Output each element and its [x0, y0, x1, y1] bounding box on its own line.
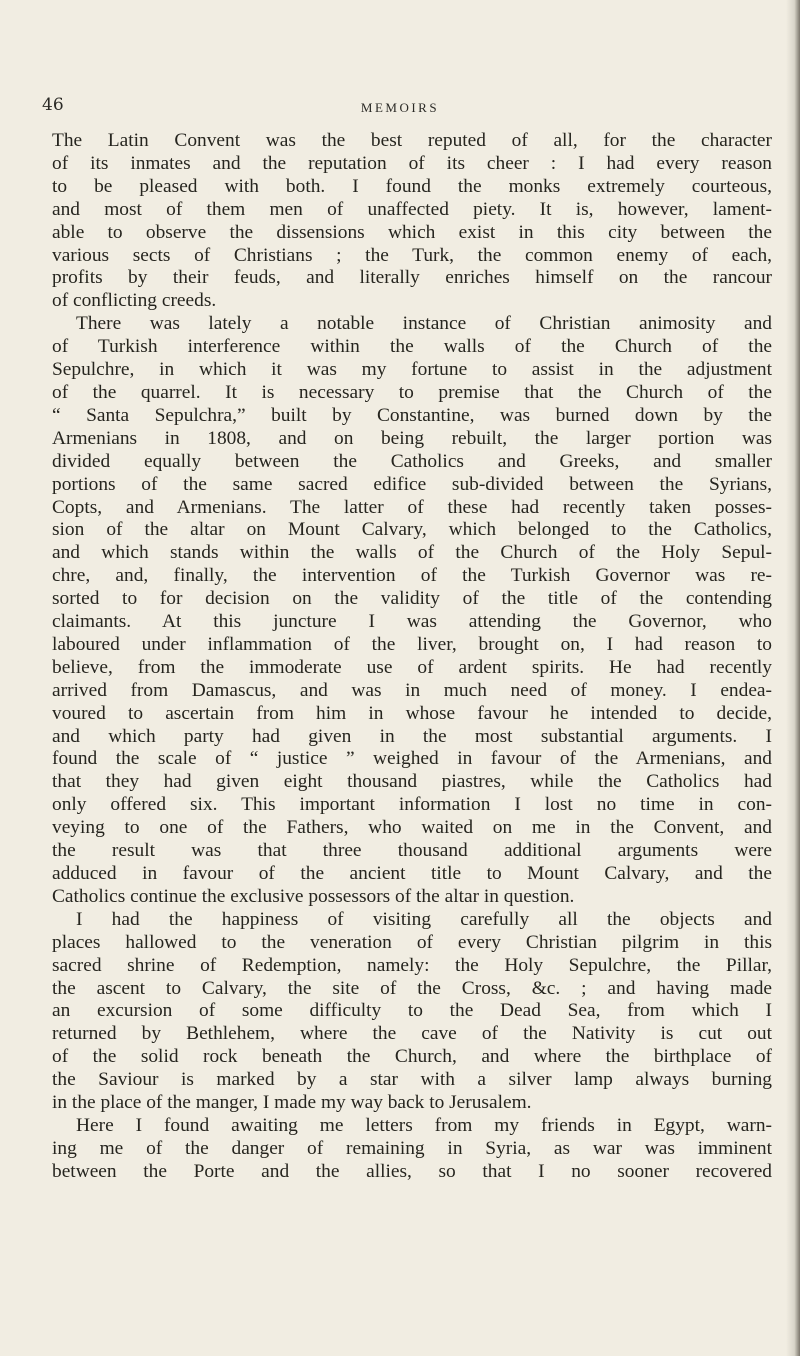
text-line: returned by Bethlehem, where the cave of the Nativity is cut out — [52, 1023, 772, 1045]
text-line: sorted to for decision on the validity of the title of the contending — [52, 588, 772, 610]
text-line: places hallowed to the veneration of every Christian pilgrim in this — [52, 931, 772, 953]
text-line: believe, from the immoderate use of ardent spirits. He had recently — [52, 656, 772, 678]
text-line: able to observe the dissensions which exist in this city between the — [52, 221, 772, 243]
page-number: 46 — [42, 95, 64, 115]
text-line: Armenians in 1808, and on being rebuilt, the larger portion was — [52, 427, 772, 449]
text-line: The Latin Convent was the best reputed of all, for the character — [52, 130, 772, 151]
text-line: and which party had given in the most substantial arguments. I — [52, 725, 772, 747]
text-line: There was lately a notable instance of Christian animosity and — [76, 313, 772, 335]
text-line: of the solid rock beneath the Church, and where the birthplace of — [52, 1046, 772, 1068]
text-line: and most of them men of unaffected piety. It is, however, lament- — [52, 198, 772, 220]
text-line: of Turkish interference within the walls of the Church of the — [52, 336, 772, 358]
text-line: laboured under inflammation of the liver, brought on, I had reason to — [52, 633, 772, 655]
text-line: Sepulchre, in which it was my fortune to assist in the adjustment — [52, 359, 772, 381]
text-line: of the quarrel. It is necessary to premise that the Church of the — [52, 381, 772, 403]
text-line: various sects of Christians ; the Turk, the common enemy of each, — [52, 244, 772, 266]
page-edge-shadow — [786, 0, 800, 1356]
text-line: in the place of the manger, I made my way back to Jerusalem. — [52, 1092, 532, 1114]
text-line: divided equally between the Catholics and Greeks, and smaller — [52, 450, 772, 472]
text-line: profits by their feuds, and literally enriches himself on the rancour — [52, 267, 772, 289]
body-text — [52, 130, 772, 1184]
text-line: an excursion of some difficulty to the Dead Sea, from which I — [52, 1000, 772, 1022]
text-line: and which stands within the walls of the Church of the Holy Sepul- — [52, 542, 772, 564]
text-line: claimants. At this juncture I was attending the Governor, who — [52, 611, 772, 633]
text-line: that they had given eight thousand piastres, while the Catholics had — [52, 771, 772, 793]
text-line: the Saviour is marked by a star with a silver lamp always burning — [52, 1069, 772, 1091]
text-line: arrived from Damascus, and was in much need of money. I endea- — [52, 679, 772, 701]
text-line: Here I found awaiting me letters from my friends in Egypt, warn- — [76, 1114, 772, 1136]
text-line: adduced in favour of the ancient title to Mount Calvary, and the — [52, 863, 772, 884]
text-line: chre, and, finally, the intervention of the Turkish Governor was re- — [52, 565, 772, 587]
text-line: between the Porte and the allies, so that I no sooner recovered — [52, 1160, 772, 1182]
text-line: veying to one of the Fathers, who waited on me in the Convent, and — [52, 817, 772, 839]
text-line: to be pleased with both. I found the monks extremely courteous, — [52, 175, 772, 197]
text-line: sion of the altar on Mount Calvary, which belonged to the Catholics, — [52, 519, 772, 541]
text-line: sacred shrine of Redemption, namely: the Holy Sepulchre, the Pillar, — [52, 954, 772, 976]
text-line: “ Santa Sepulchra,” built by Constantine, was burned down by the — [52, 404, 772, 426]
text-line: portions of the same sacred edifice sub-divided between the Syrians, — [52, 473, 772, 495]
text-line: only offered six. This important information I lost no time in con- — [52, 794, 772, 816]
text-line: of conflicting creeds. — [52, 290, 217, 312]
text-line: I had the happiness of visiting carefully all the objects and — [76, 908, 772, 930]
text-line: the ascent to Calvary, the site of the Cross, &c. ; and having made — [52, 977, 772, 999]
text-line: ing me of the danger of remaining in Syria, as war was imminent — [52, 1137, 772, 1159]
running-title: MEMOIRS — [360, 100, 440, 115]
text-line: of its inmates and the reputation of its cheer : I had every reason — [52, 152, 772, 174]
text-line: found the scale of “ justice ” weighed in favour of the Armenians, and — [52, 748, 772, 770]
text-line: Copts, and Armenians. The latter of these had recently taken posses- — [52, 496, 772, 518]
text-line: the result was that three thousand additional arguments were — [52, 840, 772, 862]
text-line: voured to ascertain from him in whose favour he intended to decide, — [52, 702, 772, 724]
text-line: Catholics continue the exclusive possessors of the altar in question. — [52, 885, 575, 907]
